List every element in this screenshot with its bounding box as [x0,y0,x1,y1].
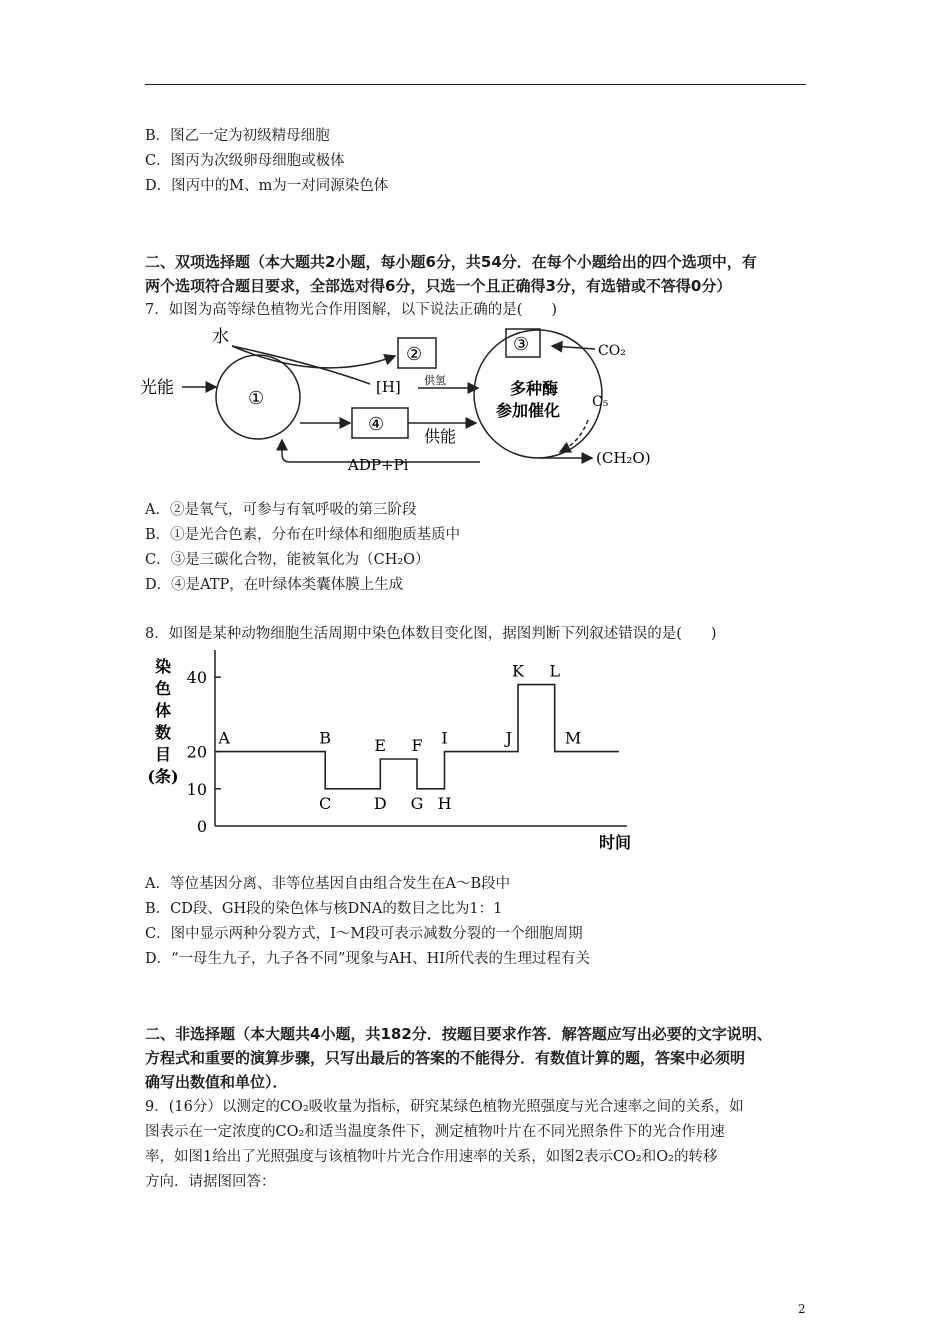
q9-line3: 率，如图1给出了光照强度与该植物叶片光合作用速率的关系，如图2表示CO₂和O₂的转移 [145,1149,718,1165]
enzyme-label-1: 多种酶 [510,379,559,398]
adp-label: ADP+Pi [348,456,409,474]
y-axis-label-char: 染 [154,657,172,676]
q9-line1: 9．(16分）以测定的CO₂吸收量为指标，研究某绿色植物光照强度与光合速率之间的关系，如 [145,1099,744,1115]
section3-heading-line2: 方程式和重要的演算步骤，只写出最后的答案的不能得分．有数值计算的题，答案中必须明 [145,1049,746,1067]
q7-stem: 7．如图为高等绿色植物光合作用图解，以下说法正确的是( ) [145,302,558,318]
point-label-M: M [564,728,582,748]
point-label-G: G [410,793,424,813]
q9-line2: 图表示在一定浓度的CO₂和适当温度条件下，测定植物叶片在不同光照条件下的光合作用速 [145,1124,725,1140]
page-number: 2 [798,1302,806,1316]
point-label-D: D [373,793,387,813]
y-tick-label-0: 0 [196,817,207,836]
section2-heading-line2: 两个选项符合题目要求，全部选对得6分，只选一个且正确得3分，有选错或不答得0分） [145,277,732,295]
x-axis-label: 时间 [599,833,632,852]
y-axis-label-char: 目 [154,745,172,764]
q6-option-d: D．图丙中的M、m为一对同源染色体 [145,178,389,194]
c5-label: C₅ [592,394,609,410]
water-to-h-arrow [232,346,370,384]
h-label: [H] [376,378,401,396]
q7-option-c: C．③是三碳化合物，能被氧化为（CH₂O） [145,552,430,568]
h-supply-label: 供氢 [424,374,446,387]
point-label-K: K [512,661,524,681]
chromosome-chart [145,646,645,856]
label-2: ② [406,344,423,365]
label-1: ① [248,388,265,409]
header-rule [145,84,806,85]
point-label-L: L [549,661,561,681]
y-axis-label-char: (条) [147,767,179,786]
y-axis-label-char: 数 [154,723,172,742]
q8-option-a: A．等位基因分离、非等位基因自由组合发生在A～B段中 [145,876,511,892]
point-label-H: H [437,793,452,813]
point-label-B: B [319,728,332,748]
water-label: 水 [212,327,229,347]
label-4: ④ [368,414,385,435]
point-label-A: A [218,728,230,748]
photosynthesis-diagram [140,324,680,474]
y-tick-label-10: 10 [186,779,207,799]
label-3: ③ [513,334,530,355]
y-axis-label-char: 色 [154,679,172,698]
q9-line4: 方向．请据图回答： [145,1174,276,1190]
section3-heading-line3: 确写出数值和单位）． [145,1073,288,1091]
section3-heading-line1: 二、非选择题（本大题共4小题，共182分．按题目要求作答．解答题应写出必要的文字说明、 [145,1025,772,1043]
q8-stem: 8．如图是某种动物细胞生活周期中染色体数目变化图，据图判断下列叙述错误的是( ) [145,626,717,642]
point-label-F: F [411,736,423,756]
y-tick-label-20: 20 [186,742,207,762]
q6-option-c: C．图丙为次级卵母细胞或极体 [145,153,345,169]
q7-option-a: A．②是氧气，可参与有氧呼吸的第三阶段 [145,502,417,518]
q8-option-c: C．图中显示两种分裂方式，I～M段可表示减数分裂的一个细胞周期 [145,926,583,942]
point-label-J: J [505,728,513,748]
energy-label: 供能 [424,427,457,446]
co2-arrow [552,346,595,349]
enzyme-label-2: 参加催化 [496,401,561,420]
point-label-E: E [374,736,387,756]
y-axis-label-char: 体 [154,701,172,720]
q8-option-d: D．“一母生九子，九子各不同”现象与AH、HI所代表的生理过程有关 [145,951,590,967]
q7-option-d: D．④是ATP，在叶绿体类囊体膜上生成 [145,577,404,593]
ch2o-label: (CH₂O) [596,449,651,467]
y-tick-label-40: 40 [186,668,207,688]
point-label-I: I [441,728,448,748]
light-label: 光能 [140,378,174,398]
point-label-C: C [319,793,332,813]
q8-option-b: B．CD段、GH段的染色体与核DNA的数目之比为1：1 [145,901,503,917]
water-arrow [232,346,395,368]
co2-label: CO₂ [598,343,626,359]
section2-heading-line1: 二、双项选择题（本大题共2小题，每小题6分，共54分．在每个小题给出的四个选项中，有 [145,253,757,271]
q6-option-b: B．图乙一定为初级精母细胞 [145,128,330,144]
q7-option-b: B．①是光合色素，分布在叶绿体和细胞质基质中 [145,527,461,543]
